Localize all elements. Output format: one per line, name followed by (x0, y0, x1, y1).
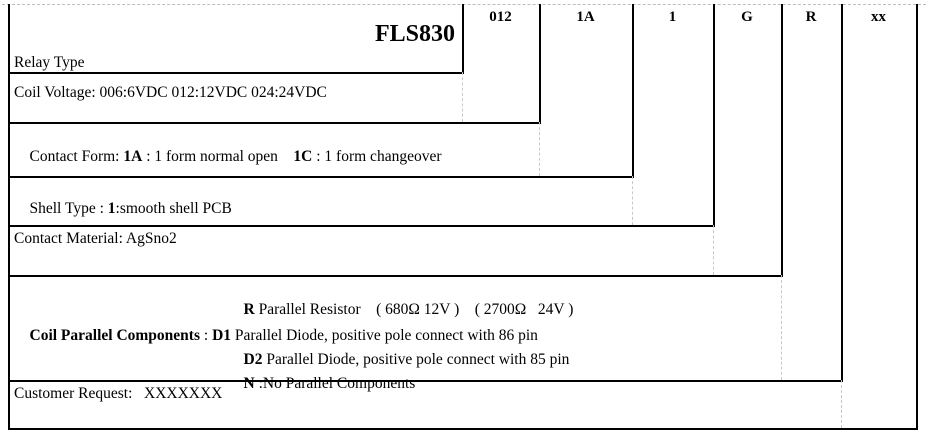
gridline-1a (632, 176, 633, 225)
gridline-partno (462, 72, 463, 122)
coil-parallel-n-line (228, 355, 415, 412)
col-line-r (841, 4, 843, 380)
code-cell-coil-parallel: R (805, 9, 817, 25)
top-gridline (2, 4, 926, 5)
coil-parallel-label: Coil Parallel Components (29, 327, 200, 344)
gridline-g (781, 275, 782, 380)
right-border (916, 4, 918, 430)
resistor-code: R (243, 301, 255, 318)
col-line-1 (713, 4, 715, 225)
code-cell-shell-type: 1 (668, 9, 677, 25)
gridline-r (841, 380, 842, 428)
code-cell-contact-form: 1A (576, 9, 595, 25)
row-line-coil-voltage (8, 122, 541, 124)
gridline-012 (539, 122, 540, 176)
gridline-1 (713, 225, 714, 275)
contact-form-desc-1c: : 1 form changeover (312, 148, 442, 165)
n-desc: :No Parallel Components (254, 375, 416, 392)
contact-form-prefix: Contact Form: (29, 148, 124, 165)
d2-code: D2 (243, 351, 263, 368)
d1-desc: Parallel Diode, positive pole connect with 86 pin (231, 327, 538, 344)
code-cell-coil-voltage: 012 (489, 9, 512, 25)
left-border (8, 4, 10, 430)
code-cell-contact-material: G (741, 9, 753, 25)
col-line-g (781, 4, 783, 275)
contact-form-code-1a: 1A (123, 148, 143, 165)
n-code: N (243, 375, 255, 392)
contact-material-row: Contact Material: AgSno2 (14, 230, 177, 247)
relay-type-label: Relay Type (14, 54, 85, 71)
shell-type-prefix: Shell Type : (29, 200, 108, 217)
row-line-contact-material (8, 275, 783, 277)
d1-code: D1 (212, 327, 232, 344)
row-line-relay-type (8, 72, 464, 74)
bottom-border (8, 428, 918, 430)
customer-request-row: Customer Request: XXXXXXX (14, 385, 223, 402)
shell-type-code: 1 (107, 200, 116, 217)
shell-type-desc: :smooth shell PCB (115, 200, 232, 217)
part-number: FLS830 (374, 21, 455, 47)
code-cell-customer: xx (871, 9, 886, 25)
col-line-1a (632, 4, 634, 176)
d2-desc: Parallel Diode, positive pole connect with 85 pin (262, 351, 570, 368)
contact-form-code-1c: 1C (293, 148, 313, 165)
contact-form-row (14, 128, 442, 185)
coil-voltage-row: Coil Voltage: 006:6VDC 012:12VDC 024:24VDC (14, 84, 327, 101)
coil-parallel-separator: : (200, 327, 213, 344)
contact-form-desc-1a: : 1 form normal open (142, 148, 294, 165)
resistor-desc: Parallel Resistor ( 680Ω 12V ) ( 2700Ω 24V ) (254, 301, 574, 318)
